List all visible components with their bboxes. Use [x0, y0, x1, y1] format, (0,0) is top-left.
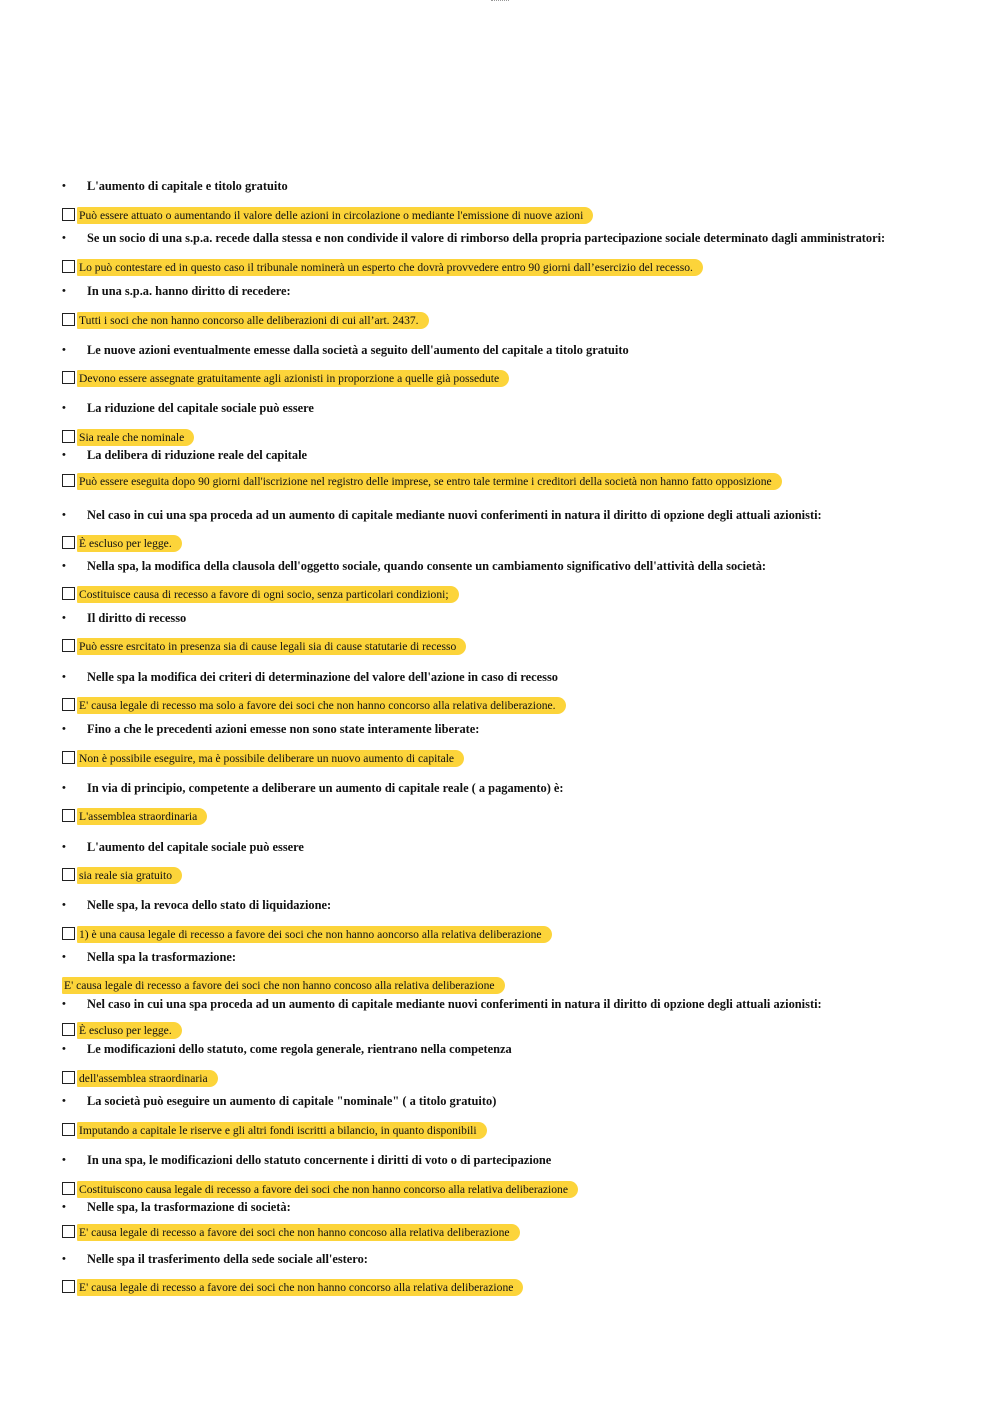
answer-20	[62, 1224, 520, 1242]
question-text: Le modificazioni dello statuto, come regola generale, rientrano nella competenza	[87, 1042, 512, 1056]
answer-1	[62, 207, 593, 225]
checkbox[interactable]	[62, 313, 75, 326]
highlighted-answer: Sia reale che nominale	[77, 429, 194, 446]
checkbox[interactable]	[62, 208, 75, 221]
answer-2	[62, 259, 703, 277]
bullet-icon: •	[62, 180, 66, 192]
highlighted-answer: sia reale sia gratuito	[77, 867, 182, 884]
question-text: Nel caso in cui una spa proceda ad un aumento di capitale mediante nuovi conferimenti in natura il diritto di opzione degli attuali azionisti:	[87, 508, 822, 522]
question-text: Nella spa, la modifica della clausola dell'oggetto sociale, quando consente un cambiamento significativo dell'attività della società:	[87, 559, 767, 573]
checkbox[interactable]	[62, 587, 75, 600]
bullet-icon: •	[62, 671, 66, 683]
bullet-icon: •	[62, 1043, 66, 1055]
highlighted-answer: Lo può contestare ed in questo caso il tribunale nominerà un esperto che dovrà provvedere entro 90 giorni dall’esercizio del recesso.	[77, 259, 703, 276]
checkbox[interactable]	[62, 1182, 75, 1195]
question-text: In via di principio, competente a deliberare un aumento di capitale reale ( a pagamento) è:	[87, 781, 564, 795]
highlighted-answer: E' causa legale di recesso a favore dei soci che non hanno concoso alla relativa deliberazione	[77, 1224, 520, 1241]
highlighted-answer: E' causa legale di recesso ma solo a favore dei soci che non hanno concorso alla relativa deliberazione.	[77, 697, 566, 714]
question-text: La riduzione del capitale sociale può essere	[87, 401, 314, 415]
answer-12	[62, 808, 207, 826]
bullet-icon: •	[62, 232, 66, 244]
question-text: La società può eseguire un aumento di capitale "nominale" ( a titolo gratuito)	[87, 1094, 497, 1108]
highlighted-answer: Tutti i soci che non hanno concorso alle deliberazioni di cui all’art. 2437.	[77, 312, 429, 329]
checkbox[interactable]	[62, 430, 75, 443]
bullet-icon: •	[62, 1095, 66, 1107]
answer-9	[62, 638, 466, 656]
highlighted-answer: Può essere eseguita dopo 90 giorni dall'iscrizione nel registro delle imprese, se entro tale termine i creditori della società non hanno fatto opposizione	[77, 473, 782, 490]
question-text: In una spa, le modificazioni dello statuto concernente i diritti di voto o di partecipazione	[87, 1153, 552, 1167]
bullet-icon: •	[62, 344, 66, 356]
highlighted-answer: 1) è una causa legale di recesso a favore dei soci che non hanno aoncorso alla relativa deliberazione	[77, 926, 552, 943]
answer-5	[62, 429, 194, 447]
question-10	[62, 670, 962, 685]
answer-8	[62, 586, 459, 604]
question-1	[62, 179, 962, 194]
answer-16	[62, 1022, 182, 1040]
checkbox[interactable]	[62, 260, 75, 273]
checkbox[interactable]	[62, 474, 75, 487]
checkbox[interactable]	[62, 698, 75, 711]
checkbox[interactable]	[62, 868, 75, 881]
question-text: Nelle spa la modifica dei criteri di determinazione del valore dell'azione in caso di recesso	[87, 670, 559, 684]
checkbox[interactable]	[62, 1225, 75, 1238]
question-6	[62, 448, 962, 463]
question-text: La delibera di riduzione reale del capitale	[87, 448, 308, 462]
answer-11	[62, 750, 464, 768]
question-text: Nelle spa, la revoca dello stato di liquidazione:	[87, 898, 332, 912]
highlighted-answer: Imputando a capitale le riserve e gli altri fondi iscritti a bilancio, in quanto disponibili	[77, 1122, 487, 1139]
bullet-icon: •	[62, 402, 66, 414]
bullet-icon: •	[62, 782, 66, 794]
answer-10	[62, 697, 566, 715]
checkbox[interactable]	[62, 1023, 75, 1036]
highlighted-answer: E' causa legale di recesso a favore dei soci che non hanno concoso alla relativa deliberazione	[62, 977, 505, 994]
highlighted-answer: Non è possibile eseguire, ma è possibile deliberare un nuovo aumento di capitale	[77, 750, 464, 767]
answer-15	[62, 977, 505, 995]
checkbox[interactable]	[62, 536, 75, 549]
question-20	[62, 1200, 962, 1215]
checkbox[interactable]	[62, 1280, 75, 1293]
question-text: Nelle spa il trasferimento della sede sociale all'estero:	[87, 1252, 368, 1266]
highlighted-answer: Può essre esrcitato in presenza sia di cause legali sia di cause statutarie di recesso	[77, 638, 466, 655]
checkbox[interactable]	[62, 927, 75, 940]
highlighted-answer: dell'assemblea straordinaria	[77, 1070, 218, 1087]
bullet-icon: •	[62, 998, 66, 1010]
question-text: Fino a che le precedenti azioni emesse non sono state interamente liberate:	[87, 722, 480, 736]
answer-4	[62, 370, 509, 388]
question-text: Nel caso in cui una spa proceda ad un aumento di capitale mediante nuovi conferimenti in natura il diritto di opzione degli attuali azionisti:	[87, 997, 822, 1011]
answer-18	[62, 1122, 487, 1140]
question-text: L'aumento di capitale e titolo gratuito	[87, 179, 288, 193]
page-top-mark	[491, 0, 509, 3]
question-18	[62, 1094, 962, 1109]
checkbox[interactable]	[62, 639, 75, 652]
bullet-icon: •	[62, 723, 66, 735]
answer-7	[62, 535, 182, 553]
question-text: Nella spa la trasformazione:	[87, 950, 237, 964]
bullet-icon: •	[62, 841, 66, 853]
question-text: Il diritto di recesso	[87, 611, 187, 625]
question-2	[62, 231, 962, 246]
checkbox[interactable]	[62, 751, 75, 764]
question-16	[62, 997, 962, 1012]
question-text: Le nuove azioni eventualmente emesse dalla società a seguito dell'aumento del capitale a titolo gratuito	[87, 343, 629, 357]
question-3	[62, 284, 962, 299]
checkbox[interactable]	[62, 1123, 75, 1136]
question-21	[62, 1252, 962, 1267]
bullet-icon: •	[62, 285, 66, 297]
answer-17	[62, 1070, 218, 1088]
highlighted-answer: Costituisce causa di recesso a favore di ogni socio, senza particolari condizioni;	[77, 586, 459, 603]
answer-13	[62, 867, 182, 885]
question-13	[62, 840, 962, 855]
highlighted-answer: L'assemblea straordinaria	[77, 808, 207, 825]
question-12	[62, 781, 962, 796]
checkbox[interactable]	[62, 1071, 75, 1084]
question-5	[62, 401, 962, 416]
question-8	[62, 559, 962, 574]
question-14	[62, 898, 962, 913]
highlighted-answer: Può essere attuato o aumentando il valore delle azioni in circolazione o mediante l'emissione di nuove azioni	[77, 207, 593, 224]
bullet-icon: •	[62, 509, 66, 521]
question-9	[62, 611, 962, 626]
checkbox[interactable]	[62, 371, 75, 384]
answer-21	[62, 1279, 523, 1297]
question-4	[62, 343, 962, 358]
question-15	[62, 950, 962, 965]
highlighted-answer: Devono essere assegnate gratuitamente agli azionisti in proporzione a quelle già possedute	[77, 370, 509, 387]
highlighted-answer: È escluso per legge.	[77, 1022, 182, 1039]
highlighted-answer: E' causa legale di recesso a favore dei soci che non hanno concorso alla relativa deliberazione	[77, 1279, 523, 1296]
question-7	[62, 508, 962, 523]
bullet-icon: •	[62, 899, 66, 911]
bullet-icon: •	[62, 449, 66, 461]
question-text: Nelle spa, la trasformazione di società:	[87, 1200, 291, 1214]
bullet-icon: •	[62, 1253, 66, 1265]
bullet-icon: •	[62, 1201, 66, 1213]
bullet-icon: •	[62, 612, 66, 624]
answer-19	[62, 1181, 578, 1199]
bullet-icon: •	[62, 1154, 66, 1166]
answer-14	[62, 926, 552, 944]
question-text: Se un socio di una s.p.a. recede dalla stessa e non condivide il valore di rimborso della propria partecipazione sociale determinato dagli amministratori:	[87, 231, 886, 245]
bullet-icon: •	[62, 951, 66, 963]
question-17	[62, 1042, 962, 1057]
question-11	[62, 722, 962, 737]
question-19	[62, 1153, 962, 1168]
highlighted-answer: Costituiscono causa legale di recesso a favore dei soci che non hanno concorso alla relativa deliberazione	[77, 1181, 578, 1198]
answer-6	[62, 473, 782, 491]
question-text: In una s.p.a. hanno diritto di recedere:	[87, 284, 291, 298]
bullet-icon: •	[62, 560, 66, 572]
checkbox[interactable]	[62, 809, 75, 822]
answer-3	[62, 312, 429, 330]
question-text: L'aumento del capitale sociale può essere	[87, 840, 304, 854]
highlighted-answer: È escluso per legge.	[77, 535, 182, 552]
